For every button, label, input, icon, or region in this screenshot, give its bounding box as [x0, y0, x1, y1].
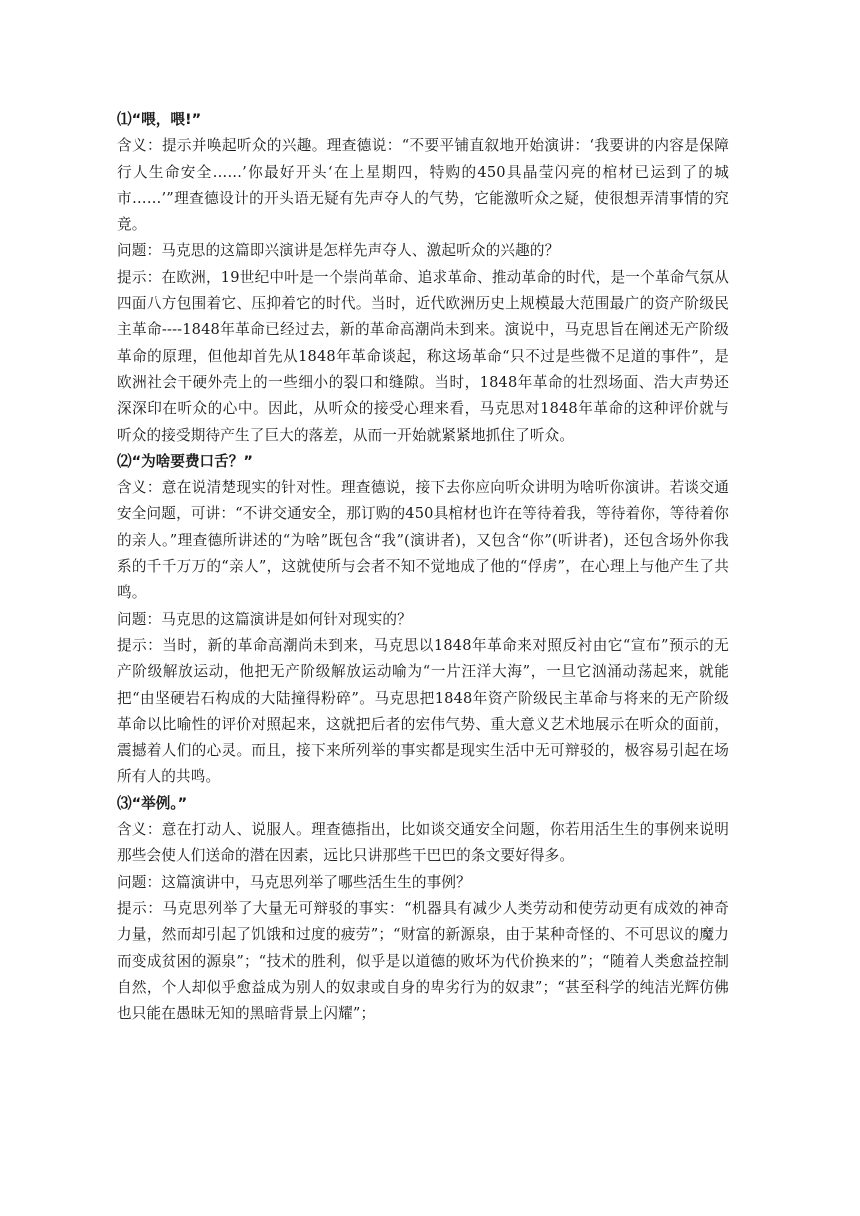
paragraph-question: 问题：这篇演讲中，马克思列举了哪些活生生的事例？	[117, 873, 471, 891]
paragraph-hint: 提示：马克思列举了大量无可辩驳的事实：“机器具有减少人类劳动和使劳动更有成效的神奇力量，然而却引起了饥饿和过度的疲劳”；“财富的新源泉，由于某种奇怪的、不可思议的魔力而变成贫困的源泉”；“技术的胜利，似乎是以道德的败坏为代价换来的”；“随着人类愈益控制自然，个人却似乎愈益成为别人的奴隶或自身的卑劣行为的奴隶”；“甚至科学的纯洁光辉仿佛也只能在愚昧无知的黑暗背景上闪耀”；	[117, 899, 729, 1023]
section-heading: ⑴“喂，喂!”	[117, 111, 202, 128]
paragraph-hint: 提示：在欧洲，19世纪中叶是一个崇尚革命、追求革命、推动革命的时代，是一个革命气氛从四面八方包围着它、压抑着它的时代。当时，近代欧洲历史上规模最大范围最广的资产阶级民主革命----1848年革命已经过去，新的革命高潮尚未到来。演说中，马克思旨在阐述无产阶级革命的原理，但他却首先从1848年革命谈起，称这场革命“只不过是些微不足道的事件”，是欧洲社会干硬外壳上的一些细小的裂口和缝隙。当时，1848年革命的壮烈场面、浩大声势还深深印在听众的心中。因此，从听众的接受心理来看，马克思对1848年革命的这种评价就与听众的接受期待产生了巨大的落差，从而一开始就紧紧地抓住了听众。	[117, 268, 729, 444]
section-3	[117, 791, 729, 1028]
section-2	[117, 449, 729, 791]
section-1	[117, 107, 729, 449]
paragraph-meaning: 含义：意在打动人、说服人。理查德指出，比如谈交通安全问题，你若用活生生的事例来说明那些会使人们送命的潜在因素，远比只讲那些干巴巴的条文要好得多。	[117, 821, 729, 865]
paragraph-meaning: 含义：提示并唤起听众的兴趣。理查德说：“不要平铺直叙地开始演讲：‘我要讲的内容是保障行人生命安全……’你最好开头‘在上星期四，特购的450具晶莹闪亮的棺材已运到了的城市……’”理查德设计的开头语无疑有先声夺人的气势，它能激听众之疑，使很想弄清事情的究竟。	[117, 137, 729, 234]
paragraph-meaning: 含义：意在说清楚现实的针对性。理查德说，接下去你应向听众讲明为啥听你演讲。若谈交通安全问题，可讲：“不讲交通安全，那订购的450具棺材也许在等待着我，等待着你，等待着你的亲人。”理查德所讲述的“为啥”既包含“我”(演讲者)，又包含“你”(听讲者)，还包含场外你我系的千千万万的“亲人”，这就使所与会者不知不觉地成了他的“俘虏”，在心理上与他产生了共鸣。	[117, 479, 729, 602]
section-heading: ⑵“为啥要费口舌？”	[117, 452, 253, 470]
paragraph-question: 问题：马克思的这篇即兴演讲是怎样先声夺人、激起听众的兴趣的？	[117, 242, 560, 260]
section-heading: ⑶“举例。”	[117, 794, 188, 812]
paragraph-hint: 提示：当时，新的革命高潮尚未到来，马克思以1848年革命来对照反衬由它“宣布”预示的无产阶级解放运动，他把无产阶级解放运动喻为“一片汪洋大海”，一旦它汹涌动荡起来，就能把“由坚硬岩石构成的大陆撞得粉碎”。马克思把1848年资产阶级民主革命与将来的无产阶级革命以比喻性的评价对照起来，这就把后者的宏伟气势、重大意义艺术地展示在听众的面前，震撼着人们的心灵。而且，接下来所列举的事实都是现实生活中无可辩驳的，极容易引起在场所有人的共鸣。	[117, 636, 729, 786]
document-body	[117, 107, 729, 1027]
paragraph-question: 问题：马克思的这篇演讲是如何针对现实的？	[117, 610, 412, 628]
